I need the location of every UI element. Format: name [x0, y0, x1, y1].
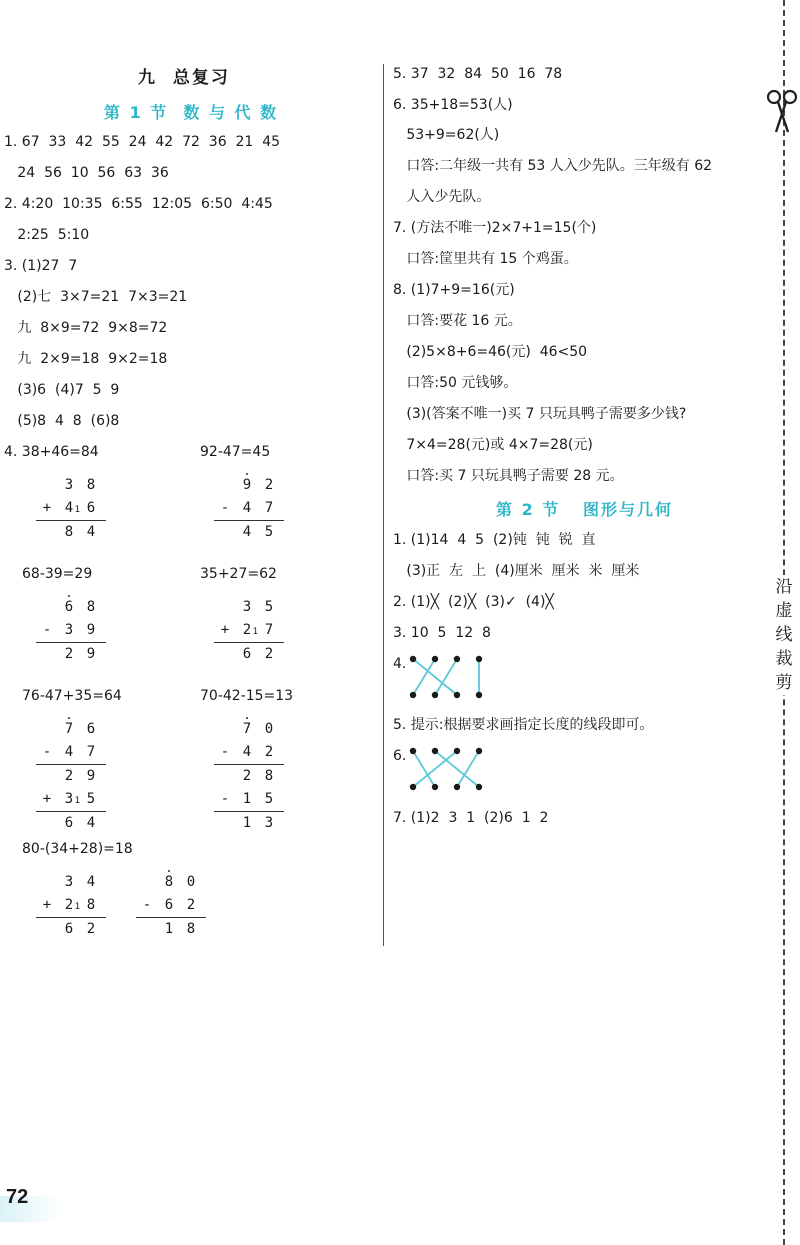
vertical-calculation: . 6 8 - 3 9 2 9 — [36, 596, 106, 666]
vertical-calculation: . 9 2 - 4 7 4 5 — [214, 474, 284, 544]
answer-line: 7. (1)2 3 1 (2)6 1 2 — [393, 810, 549, 826]
answer-line: 口答:筐里共有 15 个鸡蛋。 — [393, 251, 578, 267]
vertical-calculation: . 7 0 - 4 2 2 8 - 1 5 1 3 — [214, 718, 284, 835]
column-divider — [383, 64, 384, 946]
answer-line: 1. (1)14 4 5 (2)钝 钝 锐 直 — [393, 532, 596, 548]
answer-line: 8. (1)7+9=16(元) — [393, 282, 515, 298]
answer-line: 6. 35+18=53(人) — [393, 97, 513, 113]
dot-connection-diagram-4 — [405, 651, 495, 703]
section-2-heading: 第 2 节 图形与几何 — [496, 500, 673, 519]
answer-line: 7. (方法不唯一)2×7+1=15(个) — [393, 220, 597, 236]
vertical-calculation: . 8 0 - 6 2 1 8 — [136, 871, 206, 941]
vertical-calculation: 3 8 + 4 1 6 8 4 — [36, 474, 106, 544]
vertical-calculation: 3 5 + 2 1 7 6 2 — [214, 596, 284, 666]
dot-connection-diagram-6 — [405, 743, 495, 795]
scissors-icon — [764, 84, 800, 138]
chapter-title: 九 总复习 — [138, 68, 230, 88]
vertical-calculation: . 7 6 - 4 7 2 9 + 3 1 5 6 4 — [36, 718, 106, 835]
equation: 76-47+35=64 — [22, 688, 122, 704]
answer-line: 2:25 5:10 — [4, 227, 90, 243]
answer-line: (3)6 (4)7 5 9 — [4, 382, 120, 398]
answer-line: (3)(答案不唯一)买 7 只玩具鸭子需要多少钱? — [393, 406, 687, 422]
equation: 80-(34+28)=18 — [22, 841, 133, 857]
answer-line: 口答:二年级一共有 53 人入少先队。三年级有 62 — [393, 158, 713, 174]
answer-line: 6. — [393, 748, 407, 764]
answer-line: 2. (1)╳ (2)╳ (3)✓ (4)╳ — [393, 594, 554, 610]
answer-line: 53+9=62(人) — [393, 127, 500, 143]
vertical-calculation: 3 4 + 2 1 8 6 2 — [36, 871, 106, 941]
page-number: 72 — [6, 1186, 29, 1208]
answer-line: 5. 提示:根据要求画指定长度的线段即可。 — [393, 717, 654, 733]
answer-line: 5. 37 32 84 50 16 78 — [393, 66, 563, 82]
answer-line: 九 2×9=18 9×2=18 — [4, 351, 168, 367]
equation: 35+27=62 — [200, 566, 277, 582]
answer-line: 3. (1)27 7 — [4, 258, 78, 274]
equation: 70-42-15=13 — [200, 688, 294, 704]
answer-line: (2)七 3×7=21 7×3=21 — [4, 289, 188, 305]
cut-instruction: 沿 虚 线 裁 剪 — [772, 575, 796, 695]
equation: 92-47=45 — [200, 444, 271, 460]
answer-line: 口答:50 元钱够。 — [393, 375, 518, 391]
answer-line: 九 8×9=72 9×8=72 — [4, 320, 168, 336]
answer-line: 7×4=28(元)或 4×7=28(元) — [393, 437, 593, 453]
answer-line: (3)正 左 上 (4)厘米 厘米 米 厘米 — [393, 563, 640, 579]
section-1-heading: 第 1 节 数 与 代 数 — [104, 103, 279, 122]
equation: 4. 38+46=84 — [4, 444, 99, 460]
answer-line: 24 56 10 56 63 36 — [4, 165, 169, 181]
answer-line: 口答:要花 16 元。 — [393, 313, 522, 329]
answer-line: 4. — [393, 656, 407, 672]
answer-line: 1. 67 33 42 55 24 42 72 36 21 45 — [4, 134, 281, 150]
answer-line: 2. 4:20 10:35 6:55 12:05 6:50 4:45 — [4, 196, 273, 212]
answer-line: (2)5×8+6=46(元) 46<50 — [393, 344, 588, 360]
answer-line: (5)8 4 8 (6)8 — [4, 413, 120, 429]
answer-line: 人入少先队。 — [393, 189, 491, 205]
equation: 68-39=29 — [22, 566, 93, 582]
answer-line: 口答:买 7 只玩具鸭子需要 28 元。 — [393, 468, 624, 484]
answer-line: 3. 10 5 12 8 — [393, 625, 491, 641]
